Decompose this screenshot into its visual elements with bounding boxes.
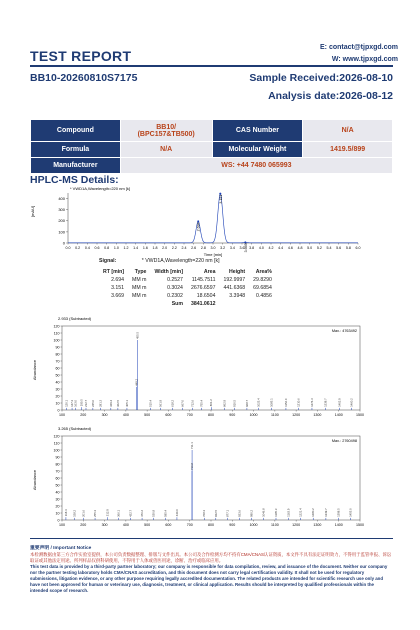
chromatogram-x-tick-label: 5.8	[345, 246, 351, 250]
spectrum-y-tick-label: 50	[55, 483, 60, 488]
chromatogram-x-tick-label: 2.8	[200, 246, 206, 250]
peak-table-cell: 3.669	[111, 293, 125, 299]
notice-english: This test data is provided by a third-party partner laboratory; our company is responsible for data compilation, review, and issuance of the document. Neither our company nor the partner testing laboratory holds CMA/CNAS accreditation, and this document does not carry legal certification validity. It shall not be used for regulatory submissions, litigation evidence, or any other purpose requiring legally accredited documentation. The related products are intended for scientific research use only and have not been approved for human or veterinary use, diagnosis, treatment, or clinical application. Results should be interpreted by qualified professionals within the intended scope of research.	[30, 564, 388, 593]
spectrum-peak-label: 190.5	[79, 399, 84, 407]
compound-label: Compound	[31, 120, 121, 142]
chromatogram-x-tick-label: 3.8	[249, 246, 255, 250]
spectrum-x-tick-label: 1300	[313, 523, 322, 527]
chromatogram-x-tick-label: 2.6	[191, 246, 197, 250]
spectrum-x-tick-label: 700	[186, 523, 193, 527]
spectrum-x-tick-label: 800	[208, 523, 214, 527]
chromatogram-x-tick-label: 3.0	[210, 246, 216, 250]
chromatogram-x-tick-label: 2.0	[162, 246, 168, 250]
spectrum-y-tick-label: 20	[55, 504, 60, 509]
spectrum-peak-label: 476.2	[140, 509, 145, 517]
spectrum-max-label: Max.: 2760498	[331, 439, 357, 443]
signal-row	[99, 258, 220, 264]
chromatogram-x-ticks	[65, 243, 361, 253]
peak-table-column-header: RT [min]	[103, 268, 125, 275]
peak-table-row	[99, 284, 276, 292]
peak-table-column-header: Area%	[255, 268, 272, 275]
spectrum-peak-label: 405.1	[124, 399, 129, 407]
spectrum-x-tick-label: 200	[80, 413, 87, 417]
spectrum-peak-label: 281.3	[98, 399, 103, 407]
spectrum-peak-label: 366.1	[116, 509, 121, 517]
spectrum-x-tick-label: 500	[144, 523, 151, 527]
spectrum-peak-label: 201.6	[81, 509, 86, 517]
spectrum-x-tick-label: 1300	[313, 413, 322, 417]
spectrum-y-tick-label: 110	[53, 331, 60, 336]
peak-table-cell: 3.3948	[229, 293, 246, 299]
peak-table-column-header: Width [min]	[154, 268, 183, 275]
peak-sum-value: 3841.0612	[190, 301, 216, 307]
peak-table-header	[99, 267, 276, 276]
cas-label: CAS Number	[212, 120, 303, 142]
peak-table-cell: 0.3024	[167, 285, 183, 291]
peak-sum-label: Sum	[171, 301, 183, 307]
spectrum-peak-label: 1274.3	[309, 398, 314, 407]
spectrum-y-tick-label: 10	[55, 401, 60, 406]
spectrum-peak-label: 158.2	[72, 509, 77, 517]
peak-table-cell: 18.6504	[196, 293, 216, 299]
spectrum-x-tick-label: 700	[186, 413, 193, 417]
spectrum-y-tick-label: 90	[55, 455, 60, 460]
spectrum-peak-label: 455.5	[135, 332, 140, 339]
chromatogram-x-tick-label: 4.6	[287, 246, 293, 250]
contact-website[interactable]: W: www.tjpxgd.com	[331, 56, 398, 63]
spectrum-x-tick-label: 900	[229, 523, 236, 527]
spectrum-peak-label: 1105.3	[273, 508, 278, 517]
spectrum-peak-label: 768.3	[202, 509, 207, 517]
spectrum-peak-label: 1280.2	[311, 508, 316, 517]
spectrum-y-tick-label: 40	[55, 380, 60, 385]
chromatogram-x-tick-label: 4.4	[278, 246, 284, 250]
footer-divider	[30, 538, 393, 539]
chromatogram-x-tick-label: 3.6	[239, 246, 245, 250]
analysis-date: Analysis date:2026-08-12	[268, 90, 393, 102]
peak-table-cell	[128, 300, 150, 308]
hplc-chromatogram	[30, 183, 370, 259]
spectrum-ylabel: Abundance	[32, 469, 37, 491]
molecular-weight-label: Molecular Weight	[212, 142, 303, 158]
spectrum-peak-label: 255.3	[93, 509, 98, 517]
chromatogram-x-tick-label: 3.4	[229, 246, 235, 250]
spectrum-x-tick-label: 1000	[249, 523, 258, 527]
spectrum-ylabel: Abundance	[32, 359, 37, 381]
notice-chinese: 本检测数据由第三方合作实验室提供，本公司负责数据整理、排版与文件出具。本公司及合作检测方均不持有CMA/CNAS认证资质，本文件不具有法定证明效力，不得用于监管申报、诉讼取证或其他法定用途。所列样品仅供科研使用，不得用于人体或兽医用途，诊断、治疗或临床应用。	[30, 552, 392, 563]
chromatogram-x-tick-label: 0.4	[84, 246, 90, 250]
chromatogram-x-tick-label: 5.2	[316, 246, 322, 250]
spectrum-peak-label: 422.7	[128, 509, 133, 517]
header-divider	[30, 65, 393, 67]
peak-table-row	[99, 292, 276, 300]
signal-label: Signal:	[99, 258, 117, 264]
spectrum-peak-label: 1163.9	[286, 508, 291, 517]
spectrum-peak-label: 1023.4	[256, 398, 261, 407]
peak-table-sum-row	[99, 300, 276, 308]
spectrum-peak-label: 1221.4	[298, 508, 303, 517]
spectrum-y-tick-label: 110	[53, 441, 60, 446]
chromatogram-x-tick-label: 1.4	[133, 246, 139, 250]
spectrum-x-tick-label: 1100	[270, 413, 279, 417]
cas-value: N/A	[303, 120, 393, 142]
spectrum-peak-label: 312.9	[105, 509, 110, 517]
peak-table-cell: 0.2527	[167, 277, 183, 283]
chromatogram-y-tick-label: 0	[62, 240, 65, 246]
peak-table-cell	[99, 300, 128, 308]
spectrum-peak-label: 1398.5	[336, 508, 341, 517]
chromatogram-x-tick-label: 1.0	[113, 246, 119, 250]
spectrum-peak-label: 755.4	[199, 399, 204, 407]
peak-table-cell: MM m	[132, 277, 147, 283]
peak-table-cell: 192.9997	[223, 277, 246, 283]
chromatogram-x-tick-label: 1.6	[142, 246, 148, 250]
compound-value-line-2: (BPC157&TB500)	[137, 130, 195, 138]
spectrum-x-tick-label: 300	[101, 523, 108, 527]
report-id: BB10-20260810S7175	[30, 72, 138, 84]
spectrum-y-tick-label: 0	[57, 408, 60, 413]
spectrum-y-tick-label: 30	[55, 497, 60, 502]
peak-table-cell: 2.694	[111, 277, 125, 283]
chromatogram-x-tick-label: 4.0	[258, 246, 264, 250]
peak-table-cell: 2676.6597	[190, 285, 216, 291]
formula-value: N/A	[120, 142, 212, 158]
notice-heading: 重要声明 / Important Notice	[30, 546, 92, 551]
chromatogram-y-tick-label: 400	[58, 195, 65, 201]
molecular-weight-value: 1419.5/899	[303, 142, 393, 158]
spectrum-peak-label: 877.1	[225, 509, 230, 517]
spectrum-peak-label: 712.6	[190, 399, 195, 407]
spectrum-peak-label: 147.3	[70, 399, 75, 407]
chromatogram-trace	[68, 194, 358, 243]
spectrum-frame	[62, 326, 360, 410]
chromatogram-xlabel: Time [min]	[203, 252, 223, 257]
spectrum-title: 3.265 (Subtracted)	[58, 426, 92, 431]
chromatogram-peak-marker	[197, 220, 199, 222]
spectrum-y-tick-label: 120	[53, 324, 60, 329]
spectrum-x-tick-label: 600	[165, 413, 172, 417]
spectrum-x-tick-label: 1500	[356, 523, 364, 527]
spectrum-peak-label: 910.5	[232, 399, 237, 407]
spectrum-x-tick-label: 500	[144, 413, 151, 417]
chromatogram-y-tick-label: 200	[58, 218, 65, 224]
signal-value: * VWD1A,Wavelength=220 nm [k]	[141, 258, 220, 264]
chromatogram-y-tick-label: 100	[58, 229, 65, 235]
chromatogram-x-tick-label: 5.6	[336, 246, 342, 250]
chromatogram-x-tick-label: 5.4	[326, 246, 332, 250]
spectrum-peak-label: 1210.6	[296, 398, 301, 407]
spectrum-y-tick-label: 50	[55, 373, 60, 378]
spectrum-peak-label: 1460.2	[349, 398, 354, 407]
sample-info-table	[30, 119, 393, 174]
chromatogram-x-tick-label: 1.2	[123, 246, 129, 250]
spectrum-peak-label: 1152.0	[283, 398, 288, 407]
chromatogram-ylabel: [mAU]	[30, 205, 35, 217]
spectrum-peak-label: 329.4	[108, 399, 113, 407]
formula-label: Formula	[31, 142, 121, 158]
spectrum-title: 2.933 (Subtracted)	[58, 316, 92, 321]
hplc-section-title: HPLC-MS Details:	[30, 174, 119, 186]
spectrum-y-tick-label: 10	[55, 511, 60, 516]
spectrum-peak-label: 1339.7	[323, 508, 328, 517]
spectrum-peak-label: 862.9	[222, 399, 227, 407]
spectrum-peak-label: 1338.7	[323, 398, 328, 407]
spectrum-peak-label: 530.8	[151, 509, 156, 517]
peak-table-cell: 29.8290	[253, 277, 272, 283]
spectrum-peak-label: 515.4	[148, 399, 153, 407]
spectrum-y-tick-label: 100	[53, 338, 60, 343]
chromatogram-peak-label: 3.151	[218, 194, 223, 204]
chromatogram-x-tick-label: 2.2	[171, 246, 177, 250]
spectrum-x-tick-label: 100	[59, 413, 65, 417]
spectrum-y-tick-label: 0	[57, 518, 60, 523]
spectrum-peak-label: 1046.8	[261, 508, 266, 517]
chromatogram-peak-labels	[197, 193, 248, 253]
chromatogram-x-tick-label: 4.8	[297, 246, 303, 250]
spectrum-x-tick-label: 1100	[270, 523, 279, 527]
mass-spectrum-1	[30, 314, 375, 422]
spectrum-x-tick-label: 1400	[334, 523, 343, 527]
chromatogram-x-tick-label: 0.8	[104, 246, 110, 250]
chromatogram-x-tick-label: 1.8	[152, 246, 158, 250]
spectrum-peak-label: 585.4	[163, 509, 168, 517]
peak-table-column-header: Height	[228, 268, 246, 275]
chromatogram-x-tick-label: 5.0	[307, 246, 313, 250]
spectrum-x-tick-label: 900	[229, 413, 236, 417]
spectrum-peak-label: 561.9	[158, 399, 163, 407]
chromatogram-x-tick-label: 3.2	[220, 246, 226, 250]
peak-table-cell: 0.2302	[167, 293, 183, 299]
spectrum-peak-label: 710.8	[190, 463, 195, 470]
important-notice	[30, 546, 393, 594]
spectrum-peak-label: 968.7	[244, 399, 249, 407]
contact-email[interactable]: E: contact@tjpxgd.com	[320, 44, 398, 51]
spectrum-peak-label: 618.2	[170, 399, 175, 407]
spectrum-peak-label: 449.2	[134, 378, 139, 386]
manufacturer-value: WS: +44 7480 065993	[120, 158, 392, 174]
spectrum-x-tick-label: 200	[80, 523, 87, 527]
spectrum-peak-label: 1085.1	[269, 398, 274, 407]
peak-table-cell: 441.6368	[223, 285, 246, 291]
spectrum-x-tick-label: 1400	[334, 413, 343, 417]
sample-received-date: Sample Received:2026-08-10	[249, 72, 393, 84]
chromatogram-x-tick-label: 4.2	[268, 246, 274, 250]
peak-table-cell: 0.4856	[256, 293, 272, 299]
chromatogram-x-tick-label: 0.6	[94, 246, 100, 250]
spectrum-peak-label: 822.5	[213, 509, 218, 517]
spectrum-y-tick-label: 70	[55, 359, 60, 364]
peak-table-column-header: Type	[134, 268, 147, 275]
spectrum-x-tick-label: 1500	[356, 413, 364, 417]
spectrum-peak-label: 711.1	[190, 442, 195, 449]
chromatogram-peak-marker	[244, 241, 246, 243]
spectrum-y-tick-label: 100	[53, 448, 60, 453]
spectrum-peak-label: 163.0	[73, 399, 78, 407]
report-title: TEST REPORT	[30, 48, 132, 64]
chromatogram-x-tick-label: 2.4	[181, 246, 187, 250]
spectrum-frame	[62, 436, 360, 520]
chromatogram-x-tick-label: 0.0	[65, 246, 71, 250]
spectrum-y-tick-label: 60	[55, 366, 60, 371]
spectrum-peak-label: 801.2	[209, 399, 214, 407]
manufacturer-label: Manufacturer	[31, 158, 121, 174]
spectrum-y-tick-label: 20	[55, 394, 60, 399]
chromatogram-x-tick-label: 0.2	[75, 246, 81, 250]
spectrum-max-label: Max.: 4763492	[331, 329, 357, 333]
spectrum-peak-label: 120.1	[64, 399, 69, 407]
peak-table-row	[99, 276, 276, 284]
spectrum-x-tick-label: 400	[122, 523, 129, 527]
chromatogram-x-tick-label: 6.0	[355, 246, 361, 250]
peak-table-cell: 69.6854	[253, 285, 272, 291]
spectrum-peak-label: 667.0	[180, 399, 185, 407]
spectrum-y-tick-label: 90	[55, 345, 60, 350]
chromatogram-peak-label: 2.694	[196, 222, 201, 232]
spectrum-x-tick-label: 1000	[249, 413, 258, 417]
chromatogram-y-tick-label: 300	[58, 207, 65, 213]
spectrum-peak-label: 933.6	[237, 509, 242, 517]
peak-table-column-header: Area	[203, 268, 216, 275]
spectrum-peak-label: 640.0	[174, 509, 179, 517]
spectrum-peak-label: 118.4	[63, 509, 68, 517]
peak-table-cell: 1145.7511	[191, 277, 216, 283]
spectrum-peak-label: 990.2	[249, 509, 254, 517]
compound-value-line-1: BB10/	[156, 123, 177, 131]
spectrum-y-tick-label: 80	[55, 462, 60, 467]
spectrum-peak-label: 1455.0	[348, 508, 353, 517]
spectrum-x-tick-label: 300	[101, 413, 108, 417]
peak-table-cell	[219, 300, 249, 308]
peak-table	[99, 267, 276, 308]
peak-table-cell: MM m	[132, 285, 147, 291]
chromatogram-y-ticks	[58, 196, 68, 245]
chromatogram-peak-marker	[219, 193, 221, 195]
spectrum-x-tick-label: 1200	[292, 523, 301, 527]
spectrum-x-tick-label: 600	[165, 523, 172, 527]
peak-table-cell: 3.151	[111, 285, 125, 291]
mass-spectrum-2	[30, 424, 375, 532]
peak-table-cell	[249, 300, 276, 308]
spectrum-y-tick-label: 120	[53, 434, 60, 439]
chromatogram-title: * VWD1A,Wavelength=220 nm [k]	[70, 186, 130, 191]
spectrum-x-tick-label: 800	[208, 413, 214, 417]
spectrum-y-tick-label: 80	[55, 352, 60, 357]
spectrum-peak-label: 245.0	[90, 399, 95, 407]
spectrum-y-tick-label: 60	[55, 476, 60, 481]
spectrum-peak-label: 1402.9	[337, 398, 342, 407]
spectrum-x-tick-label: 100	[59, 523, 65, 527]
peak-table-body	[99, 276, 276, 308]
spectrum-y-tick-label: 30	[55, 387, 60, 392]
spectrum-peak-label: 362.5	[115, 399, 120, 407]
spectrum-y-tick-label: 70	[55, 469, 60, 474]
spectrum-y-tick-label: 40	[55, 490, 60, 495]
chromatogram-peak-label: 3.669	[243, 243, 248, 253]
compound-value	[120, 120, 212, 142]
spectrum-peak-label: 212.7	[83, 399, 88, 407]
peak-table-cell: MM m	[132, 293, 147, 299]
spectrum-x-tick-label: 1200	[292, 413, 301, 417]
spectrum-x-tick-label: 400	[122, 413, 129, 417]
